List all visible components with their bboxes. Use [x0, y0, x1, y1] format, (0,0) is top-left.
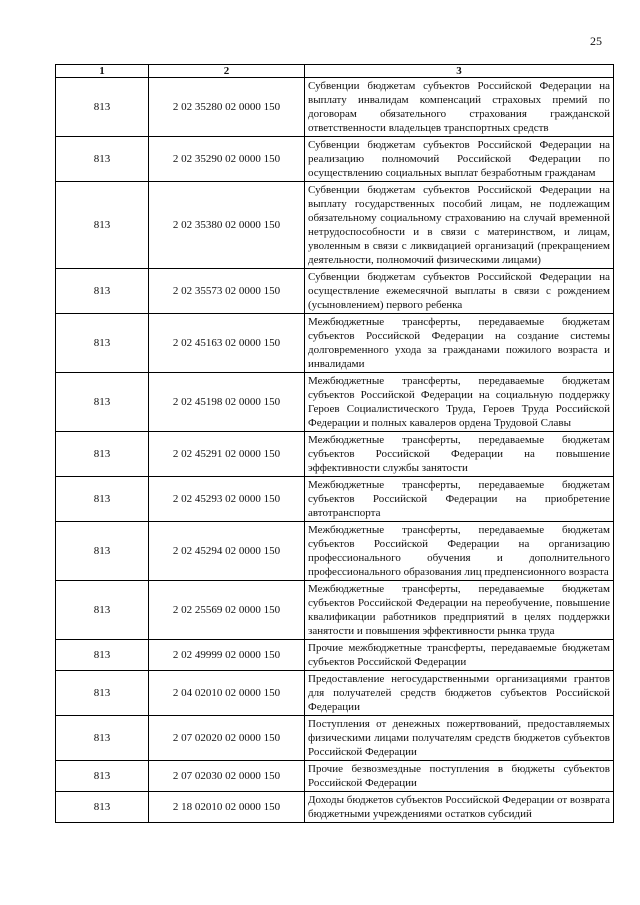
budget-code-cell: 2 02 49999 02 0000 150 — [149, 640, 305, 671]
table-row — [56, 137, 614, 182]
budget-code-cell: 2 02 45163 02 0000 150 — [149, 314, 305, 373]
admin-code-cell: 813 — [56, 761, 149, 792]
description-cell: Доходы бюджетов субъектов Российской Федерации от возврата бюджетными учреждениями остатков субсидий — [305, 792, 614, 823]
admin-code-cell: 813 — [56, 78, 149, 137]
table-row — [56, 640, 614, 671]
table-row — [56, 716, 614, 761]
admin-code-cell: 813 — [56, 269, 149, 314]
budget-code-cell: 2 02 25569 02 0000 150 — [149, 581, 305, 640]
description-cell: Межбюджетные трансферты, передаваемые бюджетам субъектов Российской Федерации на организацию профессионального обучения и дополнительного профессионального образования лиц предпенсионного возраста — [305, 522, 614, 581]
budget-code-cell: 2 02 35280 02 0000 150 — [149, 78, 305, 137]
table-row — [56, 432, 614, 477]
admin-code-cell: 813 — [56, 640, 149, 671]
description-cell: Межбюджетные трансферты, передаваемые бюджетам субъектов Российской Федерации на создание системы долговременного ухода за гражданами пожилого возраста и инвалидами — [305, 314, 614, 373]
header-col-2: 2 — [149, 65, 305, 78]
table-row — [56, 269, 614, 314]
header-col-1: 1 — [56, 65, 149, 78]
admin-code-cell: 813 — [56, 137, 149, 182]
admin-code-cell: 813 — [56, 792, 149, 823]
table-row — [56, 78, 614, 137]
budget-code-cell: 2 18 02010 02 0000 150 — [149, 792, 305, 823]
description-cell: Субвенции бюджетам субъектов Российской Федерации на выплату государственных пособий лицам, не подлежащим обязательному социальному страхованию на случай временной нетрудоспособности и в связи с материнством, и лицам, уволенным в связи с ликвидацией организаций (прекращением деятельности, полномочий физическими лицами) — [305, 182, 614, 269]
admin-code-cell: 813 — [56, 716, 149, 761]
admin-code-cell: 813 — [56, 522, 149, 581]
table-row — [56, 792, 614, 823]
admin-code-cell: 813 — [56, 182, 149, 269]
description-cell: Межбюджетные трансферты, передаваемые бюджетам субъектов Российской Федерации на социальную поддержку Героев Социалистического Труда, Героев Труда Российской Федерации и полных кавалеров ордена Трудовой Славы — [305, 373, 614, 432]
description-cell: Субвенции бюджетам субъектов Российской Федерации на осуществление ежемесячной выплаты в связи с рождением (усыновлением) первого ребенка — [305, 269, 614, 314]
admin-code-cell: 813 — [56, 477, 149, 522]
budget-code-cell: 2 02 35290 02 0000 150 — [149, 137, 305, 182]
table-row — [56, 522, 614, 581]
admin-code-cell: 813 — [56, 432, 149, 477]
admin-code-cell: 813 — [56, 581, 149, 640]
table-row — [56, 373, 614, 432]
description-cell: Прочие безвозмездные поступления в бюджеты субъектов Российской Федерации — [305, 761, 614, 792]
table-header-row — [56, 65, 614, 78]
admin-code-cell: 813 — [56, 671, 149, 716]
budget-code-cell: 2 02 45294 02 0000 150 — [149, 522, 305, 581]
budget-code-cell: 2 02 45198 02 0000 150 — [149, 373, 305, 432]
table-row — [56, 761, 614, 792]
description-cell: Прочие межбюджетные трансферты, передаваемые бюджетам субъектов Российской Федерации — [305, 640, 614, 671]
budget-code-cell: 2 02 45291 02 0000 150 — [149, 432, 305, 477]
revenue-codes-table — [55, 64, 614, 823]
page-number: 25 — [590, 34, 602, 48]
table-row — [56, 314, 614, 373]
budget-code-cell: 2 07 02030 02 0000 150 — [149, 761, 305, 792]
header-col-3: 3 — [305, 65, 614, 78]
budget-code-cell: 2 02 35380 02 0000 150 — [149, 182, 305, 269]
admin-code-cell: 813 — [56, 373, 149, 432]
budget-code-cell: 2 04 02010 02 0000 150 — [149, 671, 305, 716]
description-cell: Поступления от денежных пожертвований, предоставляемых физическими лицами получателям средств бюджетов субъектов Российской Федерации — [305, 716, 614, 761]
table-row — [56, 182, 614, 269]
description-cell: Межбюджетные трансферты, передаваемые бюджетам субъектов Российской Федерации на приобретение автотранспорта — [305, 477, 614, 522]
budget-code-cell: 2 02 35573 02 0000 150 — [149, 269, 305, 314]
budget-code-cell: 2 07 02020 02 0000 150 — [149, 716, 305, 761]
table-row — [56, 671, 614, 716]
budget-code-cell: 2 02 45293 02 0000 150 — [149, 477, 305, 522]
table-row — [56, 477, 614, 522]
description-cell: Субвенции бюджетам субъектов Российской Федерации на выплату инвалидам компенсаций страховых премий по договорам обязательного страхования гражданской ответственности владельцев транспортных средств — [305, 78, 614, 137]
table-row — [56, 581, 614, 640]
description-cell: Межбюджетные трансферты, передаваемые бюджетам субъектов Российской Федерации на переобучение, повышение квалификации работников предприятий в целях поддержки занятости и повышения эффективности рынка труда — [305, 581, 614, 640]
description-cell: Межбюджетные трансферты, передаваемые бюджетам субъектов Российской Федерации на повышение эффективности службы занятости — [305, 432, 614, 477]
description-cell: Предоставление негосударственными организациями грантов для получателей средств бюджетов субъектов Российской Федерации — [305, 671, 614, 716]
description-cell: Субвенции бюджетам субъектов Российской Федерации на реализацию полномочий Российской Федерации по осуществлению социальных выплат безработным гражданам — [305, 137, 614, 182]
admin-code-cell: 813 — [56, 314, 149, 373]
